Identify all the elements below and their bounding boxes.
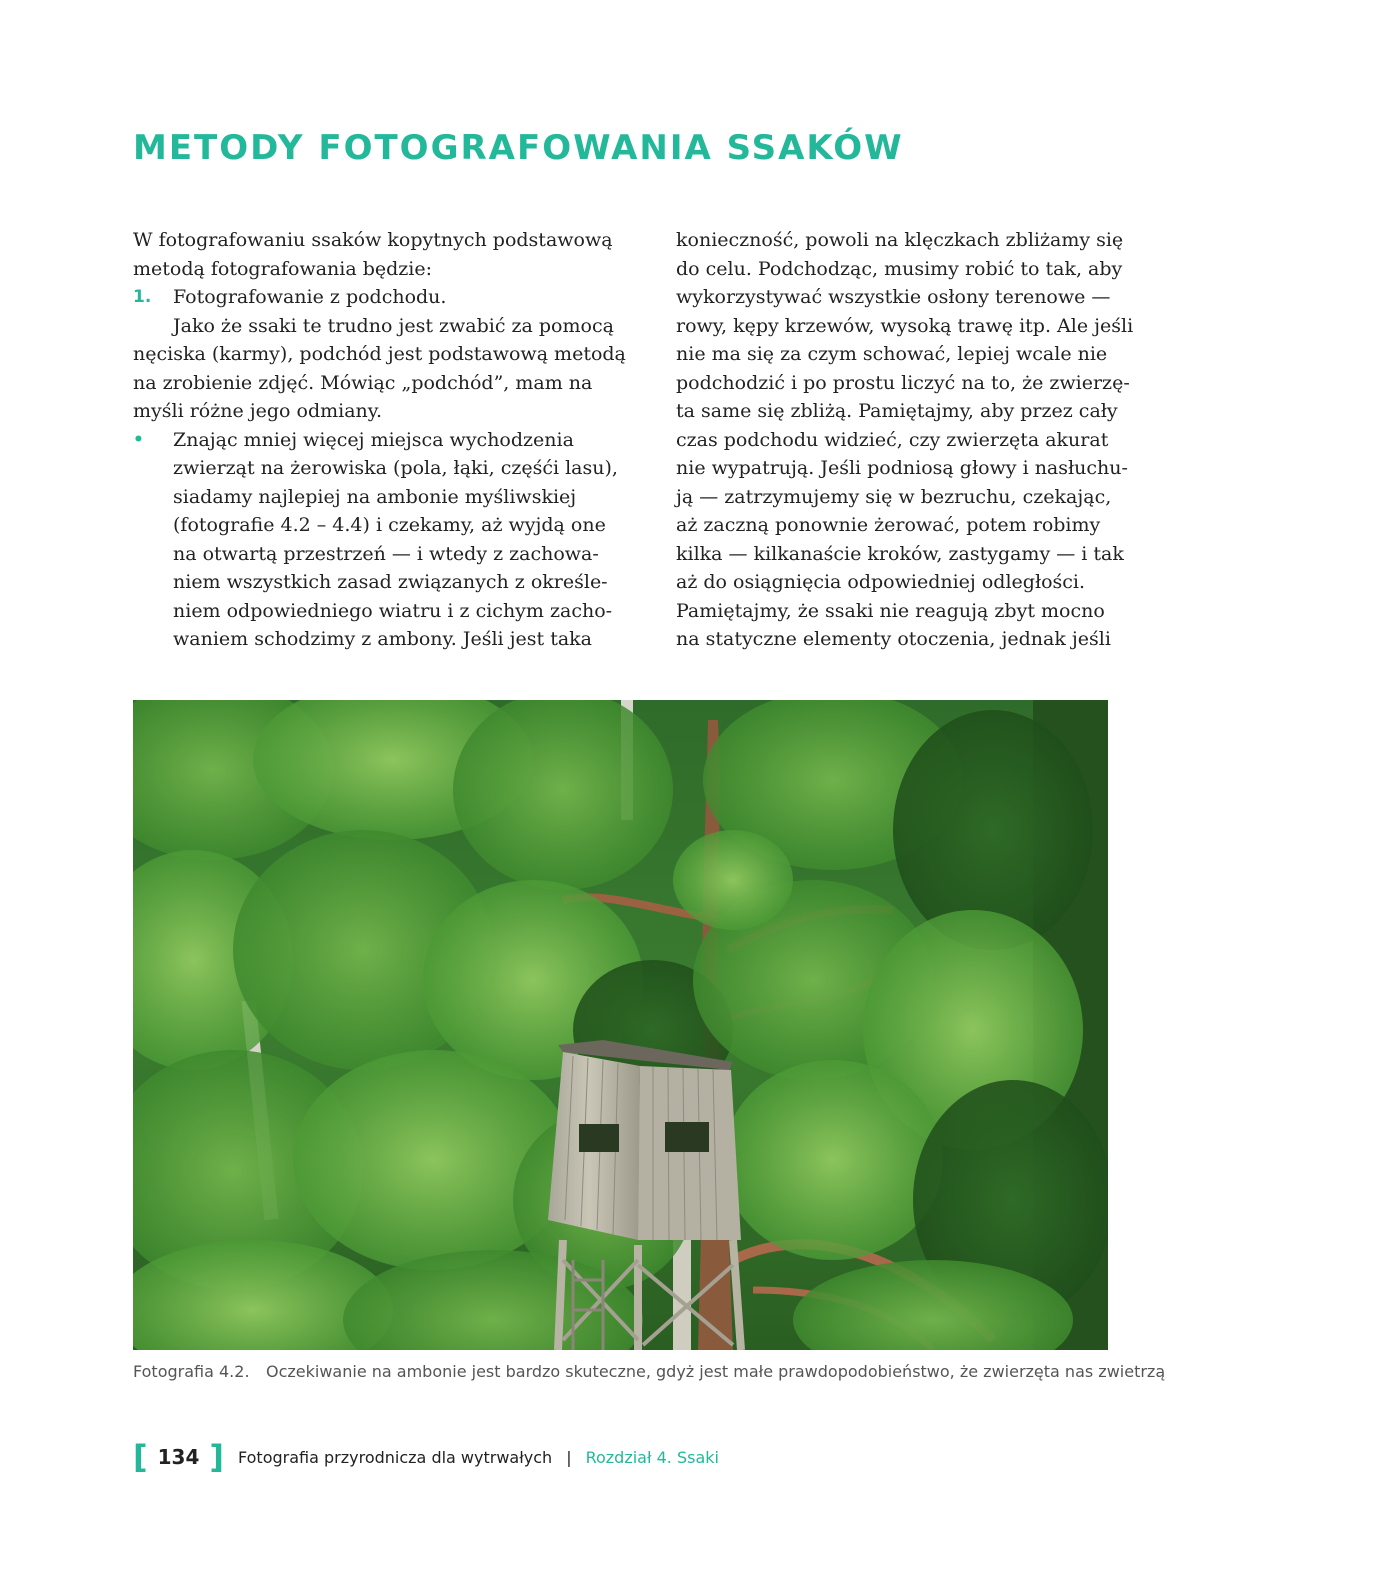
right-column-line: rowy, kępy krzewów, wysoką trawę itp. Ale jeśli (676, 314, 1134, 337)
left-column-text: na zrobienie zdjęć. Mówiąc „podchód”, mam na (133, 371, 593, 394)
left-column-text: Fotografowanie z podchodu. (173, 286, 447, 308)
right-column-line: nie wypatrują. Jeśli podniosą głowy i nasłuchu- (676, 457, 1128, 479)
left-column-text: W fotografowaniu ssaków kopytnych podstawową (133, 229, 613, 251)
page-number-bracket-open: [ (133, 1438, 148, 1476)
page-number-bracket-close: ] (209, 1438, 224, 1476)
chapter-title: Rozdział 4. Ssaki (585, 1447, 719, 1467)
left-column-text: Jako że ssaki te trudno jest zwabić za pomocą (173, 314, 614, 337)
page-title: METODY FOTOGRAFOWANIA SSAKÓW (133, 128, 904, 168)
left-column-text: Znając mniej więcej miejsca wychodzenia (173, 428, 574, 451)
left-column-text: na otwartą przestrzeń — i wtedy z zachowa- (173, 542, 599, 565)
left-column-line (133, 597, 613, 626)
bullet-marker: • (133, 429, 144, 450)
left-column-text: niem odpowiedniego wiatru i z cichym zacho- (173, 599, 613, 622)
right-column-line: ją — zatrzymujemy się w bezruchu, czekając, (676, 485, 1112, 508)
left-column-line (133, 568, 608, 597)
right-column-line: czas podchodu widzieć, czy zwierzęta akurat (676, 428, 1109, 451)
list-number: 1. (133, 287, 152, 307)
left-column-line (133, 369, 608, 398)
left-column-line (133, 483, 608, 512)
left-column-line (133, 540, 608, 569)
left-column-line (133, 625, 608, 654)
photo-caption (133, 1362, 1165, 1381)
left-column-text: (fotografie 4.2 – 4.4) i czekamy, aż wyjdą one (173, 514, 606, 536)
right-text-column (676, 226, 1134, 654)
left-column-text: siadamy najlepiej na ambonie myśliwskiej (173, 485, 577, 508)
photo-hunting-stand (133, 700, 1108, 1350)
caption-label: Fotografia 4.2. (133, 1362, 250, 1381)
right-column-line: na statyczne elementy otoczenia, jednak jeśli (676, 628, 1111, 650)
left-column-line (133, 283, 608, 312)
left-column-text: metodą fotografowania będzie: (133, 257, 433, 280)
book-title: Fotografia przyrodnicza dla wytrwałych (238, 1447, 553, 1467)
left-column-line (133, 397, 608, 426)
page-footer (133, 1438, 719, 1476)
right-column-line: konieczność, powoli na klęczkach zbliżamy się (676, 229, 1124, 251)
right-column-line: aż zaczną ponownie żerować, potem robimy (676, 514, 1101, 536)
left-column-line (133, 454, 618, 483)
right-column-line: aż do osiągnięcia odpowiedniej odległości. (676, 571, 1086, 593)
right-column-line: ta same się zbliżą. Pamiętajmy, aby przez cały (676, 400, 1118, 422)
right-column-line: nie ma się za czym schować, lepiej wcale nie (676, 343, 1108, 365)
page-number: 134 (157, 1445, 200, 1469)
left-column-line (133, 226, 613, 255)
right-column-line: podchodzić i po prostu liczyć na to, że zwierzę- (676, 371, 1130, 394)
left-column-line (133, 511, 608, 540)
caption-text: Oczekiwanie na ambonie jest bardzo skuteczne, gdyż jest małe prawdopodobieństwo, że zwierzęta nas zwietrzą (266, 1362, 1166, 1381)
left-column-text: nęciska (karmy), podchód jest podstawową metodą (133, 343, 626, 365)
left-column-text: zwierząt na żerowiska (pola, łąki, częśći lasu), (173, 457, 618, 479)
footer-separator: | (566, 1447, 572, 1467)
left-column-line (133, 255, 608, 284)
right-column-line: kilka — kilkanaście kroków, zastygamy — i tak (676, 542, 1124, 565)
left-column-text: waniem schodzimy z ambony. Jeśli jest taka (173, 628, 593, 650)
right-column-line: wykorzystywać wszystkie osłony terenowe — (676, 286, 1111, 308)
left-column-line (133, 340, 626, 369)
left-column-text: myśli różne jego odmiany. (133, 400, 383, 422)
right-column-line: do celu. Podchodząc, musimy robić to tak, aby (676, 257, 1123, 280)
right-column-line: Pamiętajmy, że ssaki nie reagują zbyt mocno (676, 599, 1105, 622)
left-column-line (133, 312, 614, 341)
left-text-column (133, 226, 626, 654)
left-column-line (133, 426, 608, 455)
left-column-text: niem wszystkich zasad związanych z określe- (173, 571, 608, 593)
